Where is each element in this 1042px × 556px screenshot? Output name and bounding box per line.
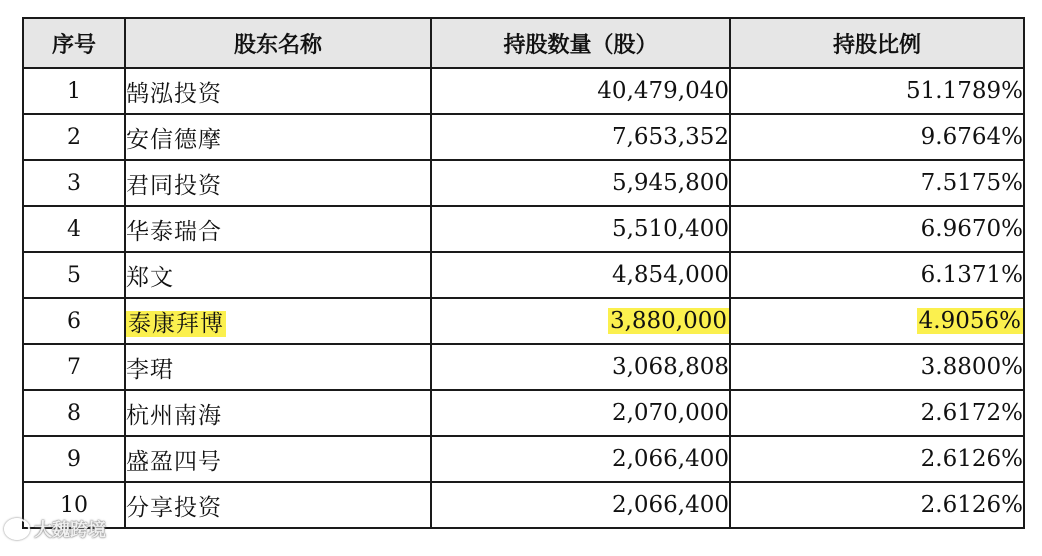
row-share-ratio: 51.1789% [730, 68, 1024, 114]
row-shareholder-name: 君同投资 [125, 160, 431, 206]
row-share-count: 4,854,000 [431, 252, 730, 298]
row-shareholder-name [125, 298, 431, 344]
table-row [23, 160, 1024, 206]
row-shareholder-name: 郑文 [125, 252, 431, 298]
row-share-ratio: 2.6126% [730, 436, 1024, 482]
watermark-text: 大魏跨境 [34, 520, 106, 541]
table-row [23, 482, 1024, 528]
watermark-logo-icon [4, 518, 30, 540]
header-shareholder-name: 股东名称 [125, 18, 431, 68]
table-row [23, 390, 1024, 436]
table-row [23, 206, 1024, 252]
row-share-ratio: 2.6172% [730, 390, 1024, 436]
row-share-count-highlight: 3,880,000 [609, 308, 727, 334]
row-share-ratio: 6.1371% [730, 252, 1024, 298]
row-share-count: 5,510,400 [431, 206, 730, 252]
row-shareholder-name: 鹄泓投资 [125, 68, 431, 114]
row-shareholder-name: 分享投资 [125, 482, 431, 528]
row-index: 5 [23, 252, 125, 298]
header-share-ratio: 持股比例 [730, 18, 1024, 68]
row-index: 1 [23, 68, 125, 114]
row-share-ratio [730, 298, 1024, 344]
row-shareholder-name: 安信德摩 [125, 114, 431, 160]
row-shareholder-name-highlight: 泰康拜博 [128, 310, 224, 337]
table-row [23, 344, 1024, 390]
shareholder-table [22, 17, 1025, 529]
row-share-count: 2,070,000 [431, 390, 730, 436]
row-index: 2 [23, 114, 125, 160]
row-index: 3 [23, 160, 125, 206]
row-share-count: 40,479,040 [431, 68, 730, 114]
row-index: 6 [23, 298, 125, 344]
table-row [23, 252, 1024, 298]
row-share-count: 5,945,800 [431, 160, 730, 206]
row-shareholder-name: 盛盈四号 [125, 436, 431, 482]
row-shareholder-name: 华泰瑞合 [125, 206, 431, 252]
table-row [23, 68, 1024, 114]
row-share-count: 2,066,400 [431, 436, 730, 482]
header-share-count: 持股数量（股） [431, 18, 730, 68]
row-share-ratio: 9.6764% [730, 114, 1024, 160]
row-share-ratio: 7.5175% [730, 160, 1024, 206]
row-index: 4 [23, 206, 125, 252]
table-row [23, 114, 1024, 160]
row-index: 8 [23, 390, 125, 436]
header-index: 序号 [23, 18, 125, 68]
row-index: 9 [23, 436, 125, 482]
row-index: 10 [23, 482, 125, 528]
row-share-ratio: 6.9670% [730, 206, 1024, 252]
row-share-count: 3,068,808 [431, 344, 730, 390]
table-header-row [23, 18, 1024, 68]
row-share-count: 7,653,352 [431, 114, 730, 160]
row-share-ratio: 3.8800% [730, 344, 1024, 390]
watermark [4, 516, 106, 542]
row-share-count [431, 298, 730, 344]
row-share-count: 2,066,400 [431, 482, 730, 528]
table-row [23, 436, 1024, 482]
row-index: 7 [23, 344, 125, 390]
table-row [23, 298, 1024, 344]
row-share-ratio: 2.6126% [730, 482, 1024, 528]
row-share-ratio-highlight: 4.9056% [918, 308, 1021, 334]
row-shareholder-name: 杭州南海 [125, 390, 431, 436]
row-shareholder-name: 李珺 [125, 344, 431, 390]
